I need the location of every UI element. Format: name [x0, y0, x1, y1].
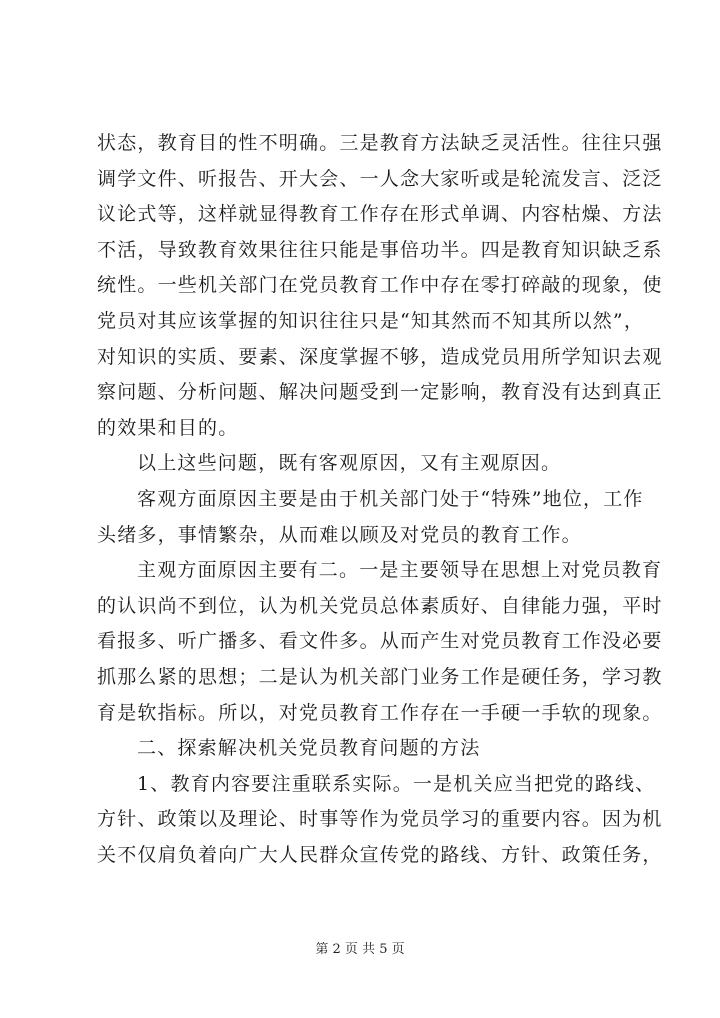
text-line: 抓那么紧的思想；二是认为机关部门业务工作是硬任务，学习教 [97, 665, 663, 688]
body-text [97, 126, 697, 873]
text-line: 对知识的实质、要素、深度掌握不够，造成党员用所学知识去观 [97, 345, 663, 368]
text-line: 的认识尚不到位，认为机关党员总体素质好、自律能力强，平时 [97, 594, 663, 617]
text-line: 党员对其应该掌握的知识往往只是“知其然而不知其所以然”， [97, 309, 645, 332]
text-line: 统性。一些机关部门在党员教育工作中存在零打碎敲的现象，使 [97, 274, 663, 297]
text-line: 不活，导致教育效果往往只能是事倍功半。四是教育知识缺乏系 [97, 238, 663, 261]
text-line: 育是软指标。所以，对党员教育工作存在一手硬一手软的现象。 [97, 701, 663, 724]
text-line: 的效果和目的。 [97, 416, 239, 439]
text-line: 察问题、分析问题、解决问题受到一定影响，教育没有达到真正 [97, 381, 663, 404]
text-line: 主观方面原因主要有二。一是主要领导在思想上对党员教育 [137, 559, 663, 582]
text-line: 关不仅肩负着向广大人民群众宣传党的路线、方针、政策任务， [97, 843, 663, 866]
text-line: 客观方面原因主要是由于机关部门处于“特殊”地位，工作 [137, 487, 644, 510]
text-line: 以上这些问题，既有客观原因，又有主观原因。 [137, 452, 562, 475]
text-line: 状态，教育目的性不明确。三是教育方法缺乏灵活性。往往只强 [97, 132, 663, 154]
page-footer: 第 2 页 共 5 页 [315, 942, 405, 957]
text-line: 1、教育内容要注重联系实际。一是机关应当把党的路线、 [137, 772, 656, 795]
text-line: 调学文件、听报告、开大会、一人念大家听或是轮流发言、泛泛 [97, 167, 663, 190]
text-line: 方针、政策以及理论、时事等作为党员学习的重要内容。因为机 [97, 808, 663, 831]
text-line: 看报多、听广播多、看文件多。从而产生对党员教育工作没必要 [97, 630, 663, 653]
text-line: 二、探索解决机关党员教育问题的方法 [137, 737, 481, 760]
text-line: 头绪多，事情繁杂，从而难以顾及对党员的教育工作。 [97, 523, 582, 546]
text-line: 议论式等，这样就显得教育工作存在形式单调、内容枯燥、方法 [97, 203, 663, 226]
